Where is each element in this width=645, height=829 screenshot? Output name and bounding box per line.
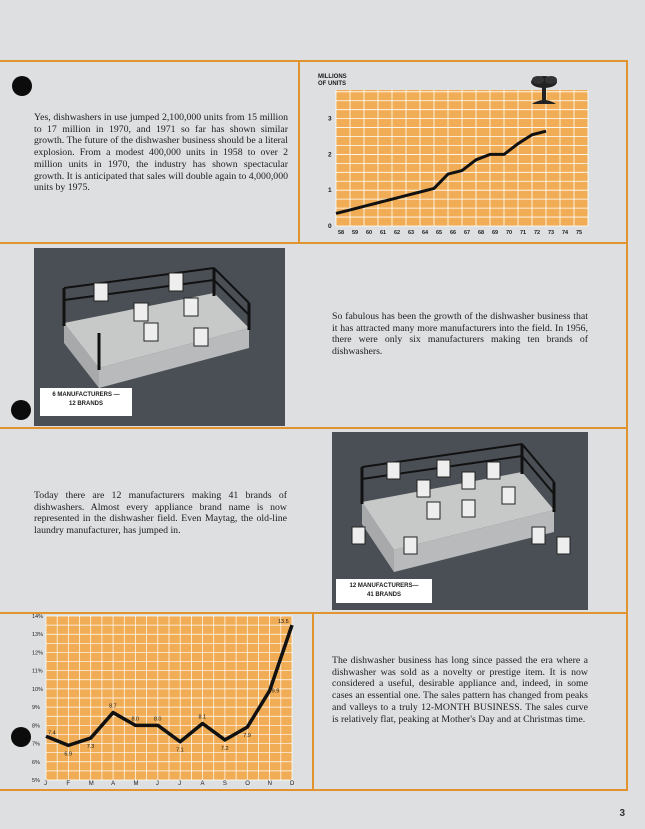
y-axis-label-line1: MILLIONS [318,74,347,80]
x-tick-label: N [267,781,272,787]
data-label: 8.7 [109,703,117,710]
units-growth-chart [312,66,602,238]
page-number: 3 [619,808,625,819]
x-tick-label: 69 [492,230,499,236]
y-tick-label: 14% [32,614,44,620]
frame-line [312,612,314,790]
data-label: 7.4 [48,730,56,737]
y-tick-label: 3 [328,115,332,123]
x-tick-label: 62 [394,230,401,236]
frame-line [0,60,628,62]
x-tick-label: 74 [562,230,569,236]
x-tick-label: J [155,781,159,787]
manufacturers-paragraph: So fabulous has been the growth of the dishwasher business that it has attracted many more manufacturers into the field. In 1956, there were only six manufacturers making ten brands of dishwashers. [332,311,588,358]
data-label: 8.1 [198,714,207,721]
x-tick-label: 70 [506,230,513,236]
data-label: 8.0 [131,716,140,723]
monthly-sales-chart [22,612,310,790]
data-label: 6.9 [64,751,73,758]
x-tick-label: F [66,781,71,787]
y-tick-label: 5% [32,778,40,784]
caption-line: 12 BRANDS [68,401,103,407]
x-tick-label: A [111,781,116,787]
y-tick-label: 9% [32,705,40,712]
frame-line [626,60,628,791]
y-tick-label: 12% [32,650,44,657]
frame-line [298,60,300,243]
today-paragraph: Today there are 12 manufacturers making 41 brands of dishwashers. Almost every appliance brand name is now represented in the dishwasher field. Even Maytag, the old-line laundry manufacturer, has jumped in. [34,490,287,537]
y-tick-label: 6% [32,759,40,766]
x-tick-label: J [178,781,182,787]
y-tick-label: 8% [32,723,40,730]
y-tick-label: 7% [32,741,40,748]
x-tick-label: M [88,781,94,787]
x-tick-label: 60 [366,230,373,236]
y-tick-label: 11% [32,668,43,675]
x-tick-label: 65 [436,230,443,236]
y-tick-label: 10% [32,686,44,693]
x-tick-label: O [245,781,250,787]
x-tick-label: M [133,781,139,787]
growth-paragraph: Yes, dishwashers in use jumped 2,100,000 units from 15 million to 17 million in 1970, and 1971 so far has shown similar growth. The future of the dishwasher business should be a literal explosion. From a modest 400,000 units in 1958 to over 2 million units in 1970, the industry has shown spectacular growth. It is anticipated that sales will double again to 4,000,000 units by 1975. [34,112,288,194]
x-tick-label: 72 [534,230,541,236]
frame-line [0,242,628,244]
y-axis-label-line2: OF UNITS [318,81,346,87]
caption-line: 41 BRANDS [366,592,401,598]
data-label: 7.1 [176,747,184,754]
frame-line [0,427,628,429]
data-label: 7.9 [243,733,251,740]
x-tick-label: 75 [576,230,583,236]
x-tick-label: 73 [548,230,555,236]
data-label: 13.5 [278,619,289,626]
binder-hole [12,76,32,96]
x-tick-label: D [290,781,295,787]
data-label: 9.9 [271,688,280,695]
y-tick-label: 13% [32,632,44,639]
data-label: 8.0 [153,716,162,723]
x-tick-label: 67 [464,230,471,236]
x-tick-label: 63 [408,230,415,236]
x-tick-label: 66 [450,230,457,236]
x-tick-label: A [200,781,205,787]
x-tick-label: 71 [520,230,527,236]
x-tick-label: 58 [338,230,345,236]
binder-hole [11,400,31,420]
x-tick-label: 68 [478,230,485,236]
x-tick-label: 61 [380,230,387,236]
y-tick-label: 2 [328,151,332,159]
y-tick-label: 0 [328,223,332,230]
data-label: 7.2 [220,745,229,752]
caption-6-manufacturers [40,388,132,416]
x-tick-label: 64 [422,230,429,236]
x-tick-label: S [222,781,227,787]
x-tick-label: 59 [352,230,359,236]
caption-line: 6 MANUFACTURERS — [52,392,120,398]
sales-pattern-paragraph: The dishwasher business has long since passed the era where a dishwasher was sold as a novelty or prestige item. It is now considered a useful, desirable appliance and, indeed, in some cases an essential one. The sales pattern has changed from peaks and valleys to a truly 12-MONTH BUSINESS. The sales curve is relatively flat, peaking at Mother's Day and at Christmas time. [332,655,588,725]
x-tick-label: J [44,781,47,787]
caption-line: 12 MANUFACTURERS— [349,583,419,589]
data-label: 7.3 [86,744,95,751]
caption-12-manufacturers [336,579,432,603]
y-tick-label: 1 [328,187,332,195]
